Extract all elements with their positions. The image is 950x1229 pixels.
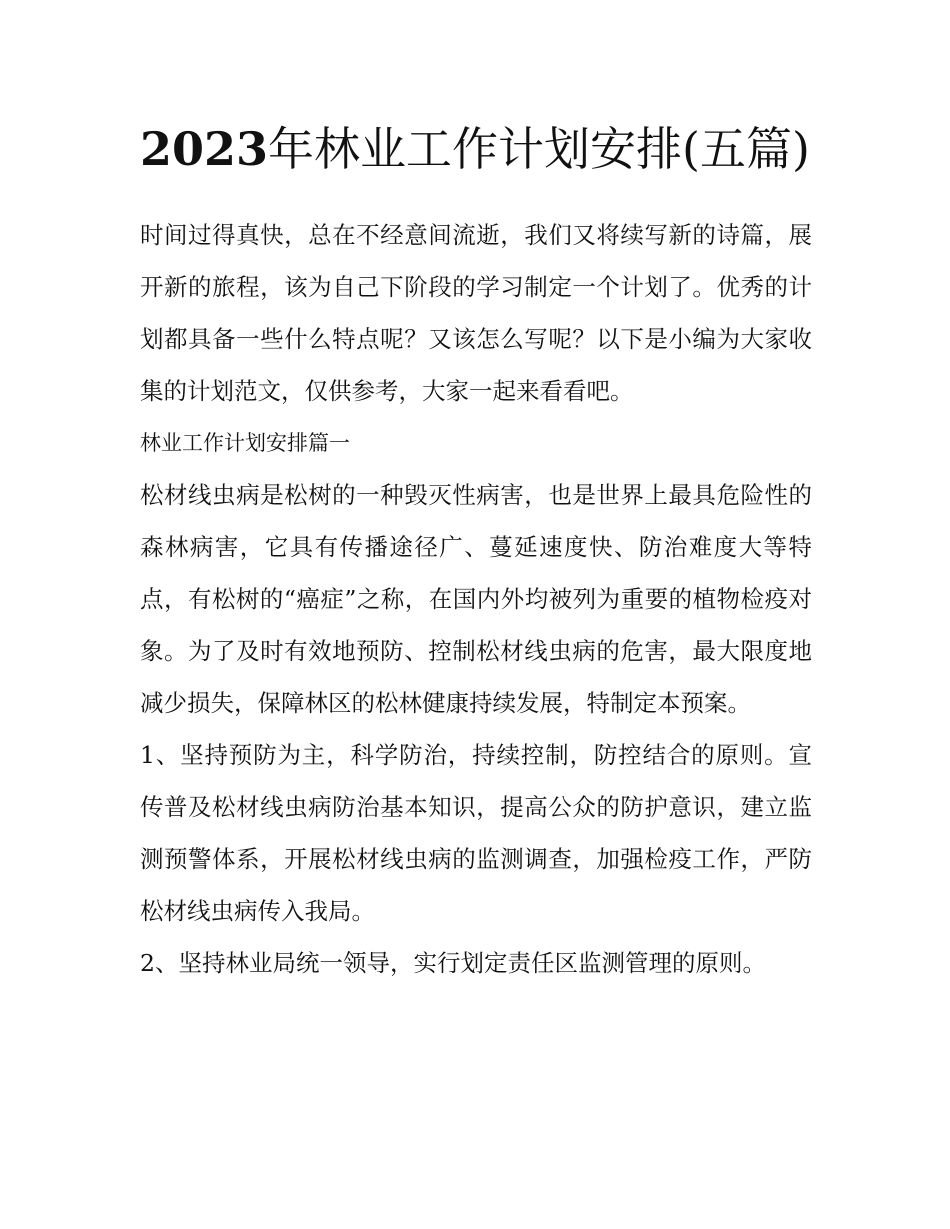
title-year: 2023 bbox=[140, 122, 269, 176]
intro-paragraph: 时间过得真快，总在不经意间流逝，我们又将续写新的诗篇，展开新的旅程，该为自己下阶段的学习制定一个计划了。优秀的计划都具备一些什么特点呢？又该怎么写呢？以下是小编为大家收集的计划范文，仅供参考，大家一起来看看吧。 bbox=[140, 221, 812, 405]
principle-paragraph-2: 2、坚持林业局统一领导，实行划定责任区监测管理的原则。 bbox=[140, 949, 766, 977]
title-spacer bbox=[140, 187, 812, 209]
section-heading: 林业工作计划安排篇一 bbox=[140, 431, 350, 455]
document-body bbox=[140, 112, 812, 989]
title-text: 年林业工作计划安排(五篇) bbox=[268, 122, 810, 176]
document-title bbox=[140, 112, 812, 187]
principle-paragraph-1: 1、坚持预防为主，科学防治，持续控制，防控结合的原则。宣传普及松材线虫病防治基本知识，提高公众的防护意识，建立监测预警体系，开展松材线虫病的监测调查，加强检疫工作，严防松材线虫病传入我局。 bbox=[140, 741, 812, 925]
body-paragraph: 松材线虫病是松树的一种毁灭性病害，也是世界上最具危险性的森林病害，它具有传播途径广、蔓延速度快、防治难度大等特点，有松树的“癌症”之称，在国内外均被列为重要的植物检疫对象。为了及时有效地预防、控制松材线虫病的危害，最大限度地减少损失，保障林区的松林健康持续发展，特制定本预案。 bbox=[140, 481, 812, 717]
